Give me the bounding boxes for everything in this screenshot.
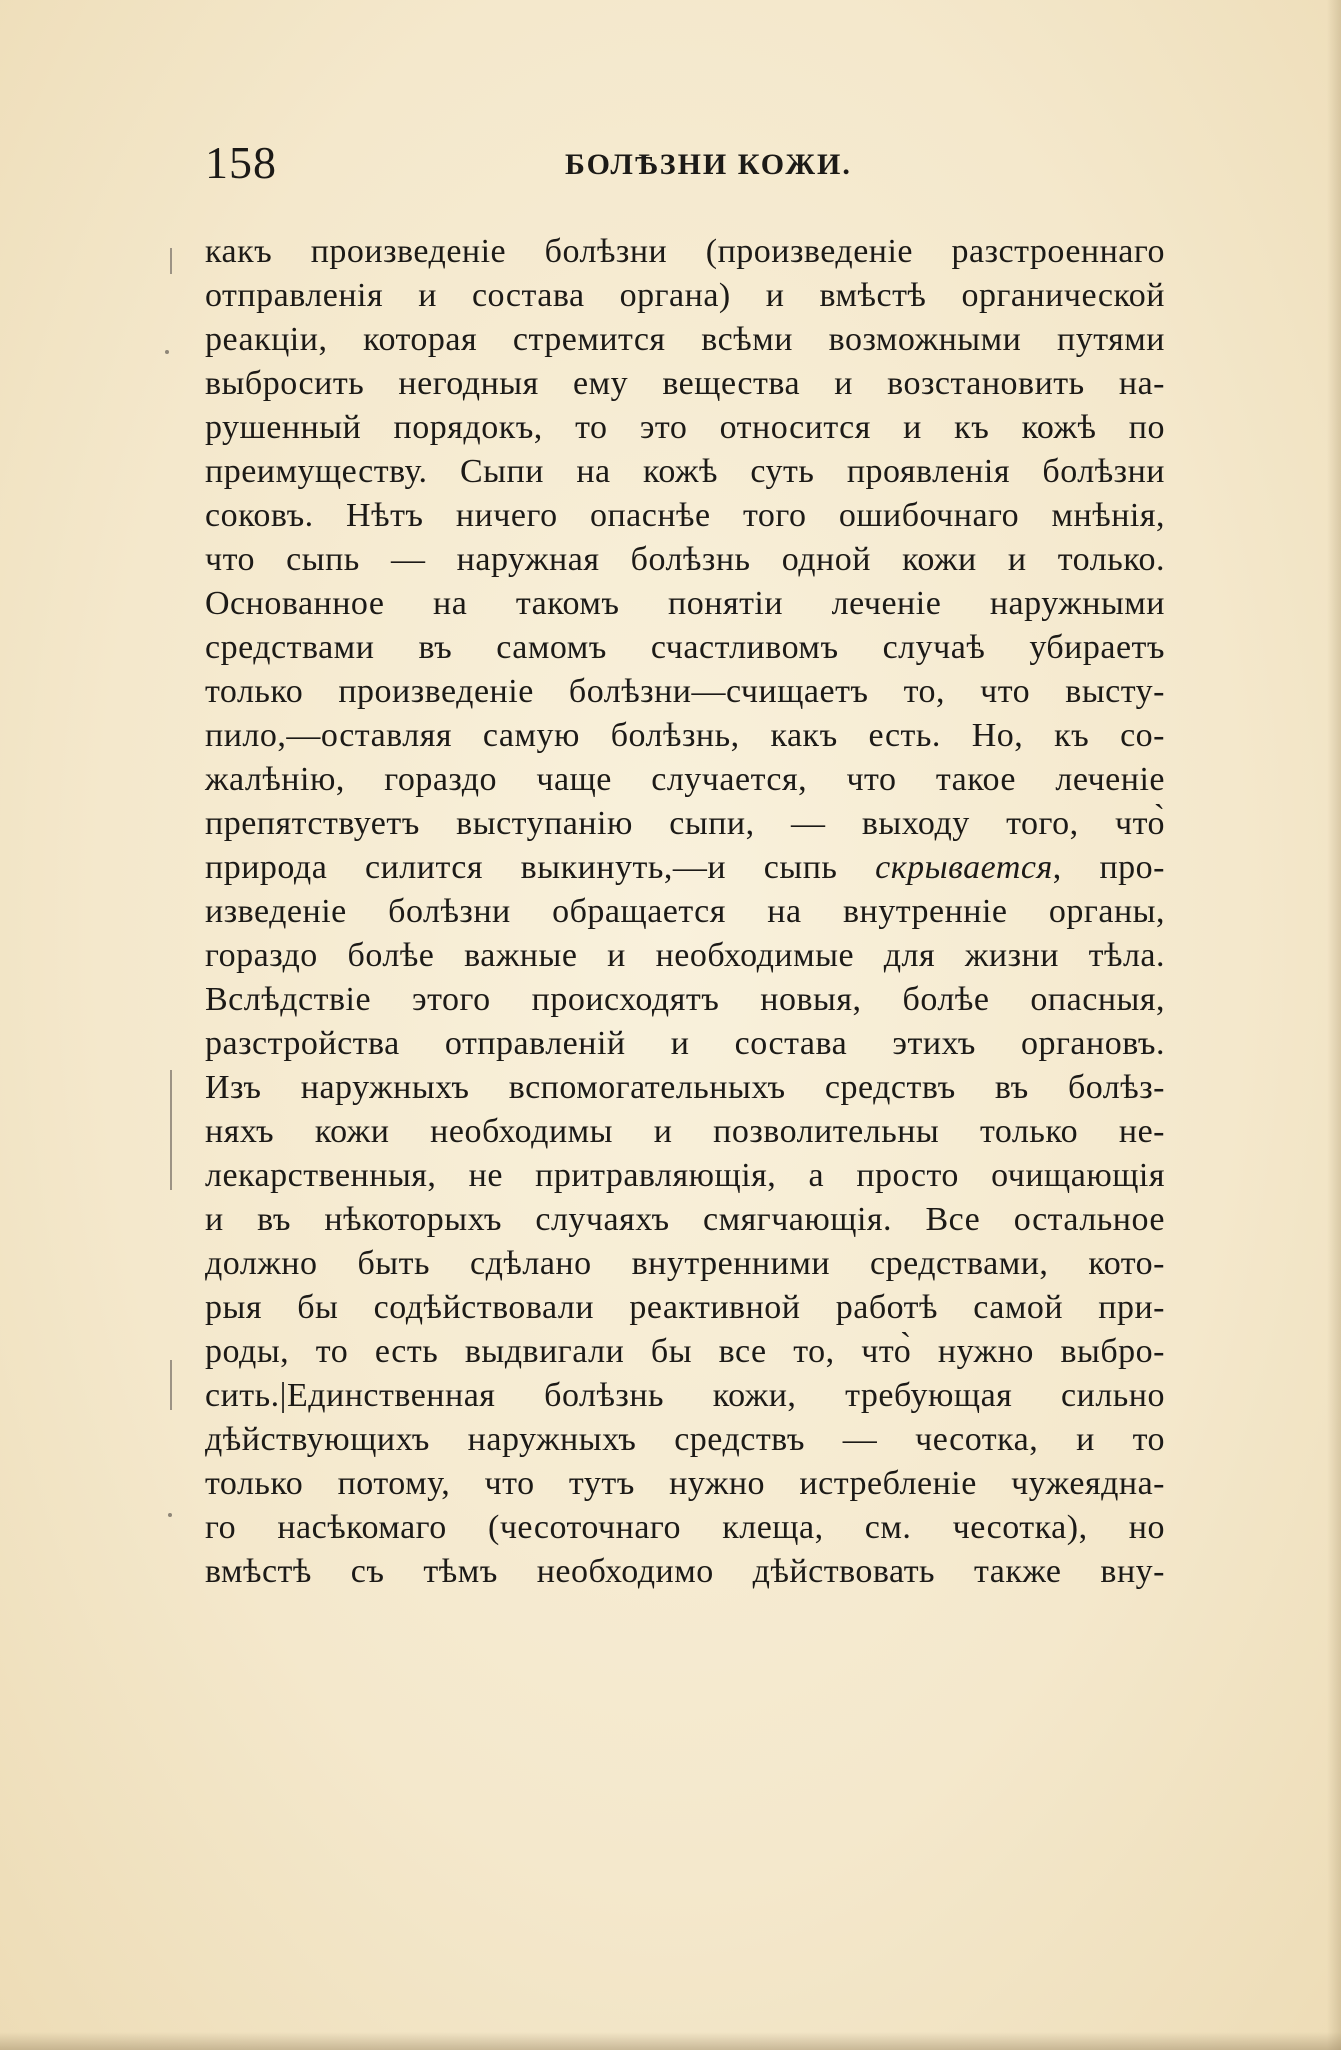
text-line-with-italic [205, 846, 1165, 890]
text-line: лекарственныя, не притравляющія, а просто очищающія [205, 1157, 1165, 1194]
text-line: только произведеніе болѣзни—счищаетъ то, что высту- [205, 673, 1165, 710]
text-line: отправленія и состава органа) и вмѣстѣ органической [205, 277, 1165, 314]
text-line: дѣйствующихъ наружныхъ средствъ — чесотка, и то [205, 1421, 1165, 1458]
text-line: преимуществу. Сыпи на кожѣ суть проявленія болѣзни [205, 453, 1165, 490]
text-line: Вслѣдствіе этого происходятъ новыя, болѣе опасныя, [205, 981, 1165, 1018]
margin-pencil-mark [170, 1360, 172, 1410]
margin-dot [168, 1513, 172, 1517]
margin-pencil-mark [170, 1070, 172, 1190]
text-line: какъ произведеніе болѣзни (произведеніе разстроеннаго [205, 233, 1165, 270]
running-title: БОЛѢЗНИ КОЖИ. [565, 148, 852, 181]
page-number: 158 [205, 137, 277, 188]
text-line: разстройства отправленій и состава этихъ органовъ. [205, 1025, 1165, 1062]
text-line: жалѣнію, гораздо чаще случается, что такое леченіе [205, 761, 1165, 798]
text-line: сить.|Единственная болѣзнь кожи, требующая сильно [205, 1377, 1165, 1414]
text-line: няхъ кожи необходимы и позволительны только не- [205, 1113, 1165, 1150]
page-header [205, 135, 1165, 195]
text-segment: природа силится выкинуть,—и сыпь [205, 849, 838, 886]
text-line: роды, то есть выдвигали бы все то, что̀ нужно выбро- [205, 1333, 1165, 1370]
text-line: рыя бы содѣйствовали реактивной работѣ самой при- [205, 1289, 1165, 1326]
text-line: реакціи, которая стремится всѣми возможными путями [205, 321, 1165, 358]
margin-marks [160, 230, 190, 1530]
text-segment: , про- [1052, 849, 1165, 886]
text-line: вмѣстѣ съ тѣмъ необходимо дѣйствовать также вну- [205, 1553, 1165, 1590]
text-line: что сыпь — наружная болѣзнь одной кожи и только. [205, 541, 1165, 578]
text-line: и въ нѣкоторыхъ случаяхъ смягчающія. Все остальное [205, 1201, 1165, 1238]
text-line: го насѣкомаго (чесоточнаго клеща, см. чесотка), но [205, 1509, 1165, 1546]
text-line: выбросить негодныя ему вещества и возстановить на- [205, 365, 1165, 402]
text-line: только потому, что тутъ нужно истребленіе чужеядна- [205, 1465, 1165, 1502]
text-line: Основанное на такомъ понятіи леченіе наружными [205, 585, 1165, 622]
page-edge-shadow-right [1327, 0, 1341, 2050]
text-line: Изъ наружныхъ вспомогательныхъ средствъ въ болѣз- [205, 1069, 1165, 1106]
text-line: рушенный порядокъ, то это относится и къ кожѣ по [205, 409, 1165, 446]
italic-word: скрывается [875, 849, 1053, 886]
text-line: средствами въ самомъ счастливомъ случаѣ убираетъ [205, 629, 1165, 666]
text-line: препятствуетъ выступанію сыпи, — выходу того, что̀ [205, 805, 1165, 842]
margin-pencil-mark [170, 248, 172, 274]
margin-dot [165, 350, 169, 354]
text-line: должно быть сдѣлано внутренними средствами, кото- [205, 1245, 1165, 1282]
text-line: изведеніе болѣзни обращается на внутренніе органы, [205, 893, 1165, 930]
text-line: соковъ. Нѣтъ ничего опаснѣе того ошибочнаго мнѣнія, [205, 497, 1165, 534]
body-text [205, 230, 1165, 1594]
text-line: гораздо болѣе важные и необходимые для жизни тѣла. [205, 937, 1165, 974]
text-line: пило,—оставляя самую болѣзнь, какъ есть. Но, къ со- [205, 717, 1165, 754]
page-edge-shadow-bottom [0, 2032, 1341, 2050]
